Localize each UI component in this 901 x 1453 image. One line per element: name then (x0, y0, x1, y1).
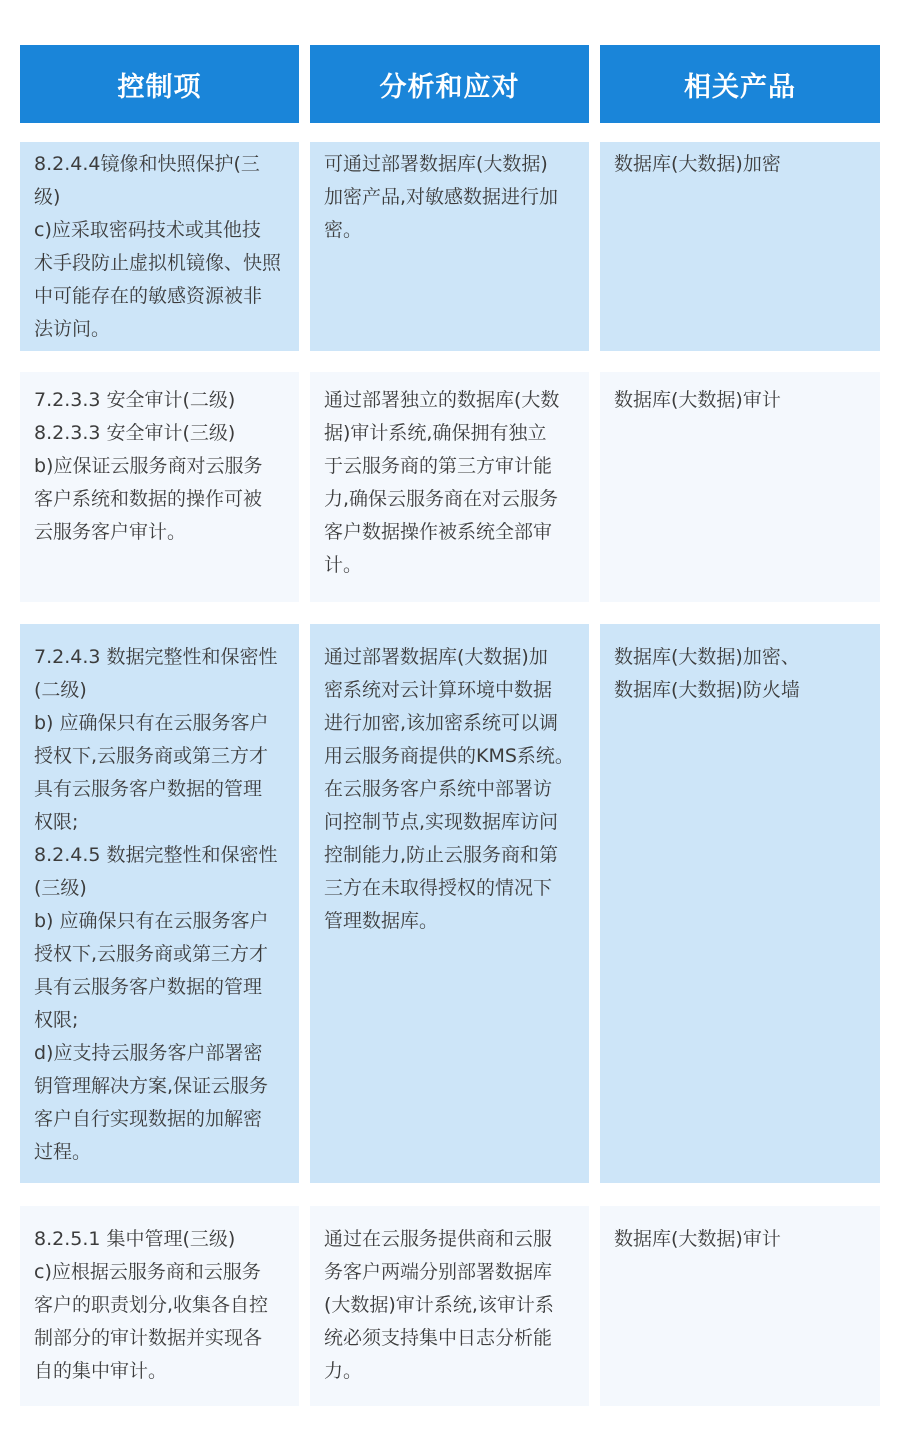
row-1-analysis-cell (310, 142, 589, 351)
row-2-analysis-line: 计。 (324, 554, 363, 576)
row-4-analysis-line: 力。 (324, 1360, 363, 1382)
row-2-analysis-line: 客户数据操作被系统全部审 (324, 521, 553, 543)
row-2-control-cell (20, 372, 299, 602)
row-4-products-cell (600, 1206, 880, 1406)
row-4-control-line: 8.2.5.1 集中管理(三级) (34, 1228, 236, 1250)
row-3-control-cell (20, 624, 299, 1183)
header-analysis-response: 分析和应对 (310, 45, 589, 123)
row-3-control-line: 8.2.4.5 数据完整性和保密性 (34, 844, 278, 866)
row-3-analysis-line: 用云服务商提供的KMS系统。 (324, 745, 574, 767)
row-3-control-line: 权限; (34, 1009, 79, 1031)
row-2-analysis-line: 通过部署独立的数据库(大数 (324, 389, 560, 411)
row-3-control-line: 具有云服务客户数据的管理 (34, 976, 263, 998)
row-4-analysis-line: 统必须支持集中日志分析能 (324, 1327, 553, 1349)
row-1-control-line: 级) (34, 186, 61, 208)
row-1-control-line: 8.2.4.4镜像和快照保护(三 (34, 153, 260, 175)
row-3-analysis-line: 密系统对云计算环境中数据 (324, 679, 553, 701)
header-control-item: 控制项 (20, 45, 299, 123)
row-3-control-line: (三级) (34, 877, 87, 899)
row-3-analysis-line: 控制能力,防止云服务商和第 (324, 844, 559, 866)
row-2-control-line: 客户系统和数据的操作可被 (34, 488, 263, 510)
row-3-analysis-cell (310, 624, 589, 1183)
row-3-control-line: 具有云服务客户数据的管理 (34, 778, 263, 800)
row-3-control-line: 权限; (34, 811, 79, 833)
row-1-analysis-line: 密。 (324, 219, 363, 241)
row-2-analysis-cell (310, 372, 589, 602)
row-1-products-cell (600, 142, 880, 351)
row-4-analysis-line: (大数据)审计系统,该审计系 (324, 1294, 554, 1316)
row-1-control-line: c)应采取密码技术或其他技 (34, 219, 261, 241)
row-1-control-line: 法访问。 (34, 318, 111, 340)
row-1-analysis-line: 加密产品,对敏感数据进行加 (324, 186, 559, 208)
row-4-analysis-line: 通过在云服务提供商和云服 (324, 1228, 553, 1250)
row-3-control-line: b) 应确保只有在云服务客户 (34, 910, 269, 932)
row-4-control-line: 客户的职责划分,收集各自控 (34, 1294, 269, 1316)
row-3-control-line: 过程。 (34, 1141, 92, 1163)
row-2-analysis-line: 于云服务商的第三方审计能 (324, 455, 553, 477)
row-3-control-line: 授权下,云服务商或第三方才 (34, 943, 269, 965)
row-2-products-cell (600, 372, 880, 602)
row-2-control-line: b)应保证云服务商对云服务 (34, 455, 263, 477)
row-3-analysis-line: 进行加密,该加密系统可以调 (324, 712, 559, 734)
row-3-analysis-line: 在云服务客户系统中部署访 (324, 778, 553, 800)
row-1-products-line: 数据库(大数据)加密 (614, 153, 781, 175)
row-3-control-line: 授权下,云服务商或第三方才 (34, 745, 269, 767)
row-3-control-line: d)应支持云服务客户部署密 (34, 1042, 263, 1064)
row-4-analysis-line: 务客户两端分别部署数据库 (324, 1261, 553, 1283)
row-2-control-line: 8.2.3.3 安全审计(三级) (34, 422, 236, 444)
row-3-products-line: 数据库(大数据)加密、 (614, 646, 800, 668)
row-2-analysis-line: 力,确保云服务商在对云服务 (324, 488, 559, 510)
row-3-products-line: 数据库(大数据)防火墙 (614, 679, 800, 701)
row-4-control-cell (20, 1206, 299, 1406)
row-3-control-line: 钥管理解决方案,保证云服务 (34, 1075, 269, 1097)
row-2-products-line: 数据库(大数据)审计 (614, 389, 781, 411)
row-3-analysis-line: 通过部署数据库(大数据)加 (324, 646, 548, 668)
row-3-control-line: 客户自行实现数据的加解密 (34, 1108, 263, 1130)
row-3-control-line: b) 应确保只有在云服务客户 (34, 712, 269, 734)
row-1-control-cell (20, 142, 299, 351)
row-1-control-line: 术手段防止虚拟机镜像、快照 (34, 252, 282, 274)
row-3-analysis-line: 管理数据库。 (324, 910, 439, 932)
row-3-control-line: 7.2.4.3 数据完整性和保密性 (34, 646, 278, 668)
row-3-analysis-line: 三方在未取得授权的情况下 (324, 877, 553, 899)
row-4-analysis-cell (310, 1206, 589, 1406)
row-3-control-line: (二级) (34, 679, 87, 701)
row-1-analysis-line: 可通过部署数据库(大数据) (324, 153, 548, 175)
row-4-control-line: 自的集中审计。 (34, 1360, 168, 1382)
row-4-products-line: 数据库(大数据)审计 (614, 1228, 781, 1250)
row-4-control-line: 制部分的审计数据并实现各 (34, 1327, 263, 1349)
row-2-control-line: 7.2.3.3 安全审计(二级) (34, 389, 236, 411)
row-3-analysis-line: 问控制节点,实现数据库访问 (324, 811, 559, 833)
row-2-control-line: 云服务客户审计。 (34, 521, 187, 543)
row-1-control-line: 中可能存在的敏感资源被非 (34, 285, 263, 307)
row-2-analysis-line: 据)审计系统,确保拥有独立 (324, 422, 547, 444)
header-related-products: 相关产品 (600, 45, 880, 123)
row-3-products-cell (600, 624, 880, 1183)
row-4-control-line: c)应根据云服务商和云服务 (34, 1261, 261, 1283)
